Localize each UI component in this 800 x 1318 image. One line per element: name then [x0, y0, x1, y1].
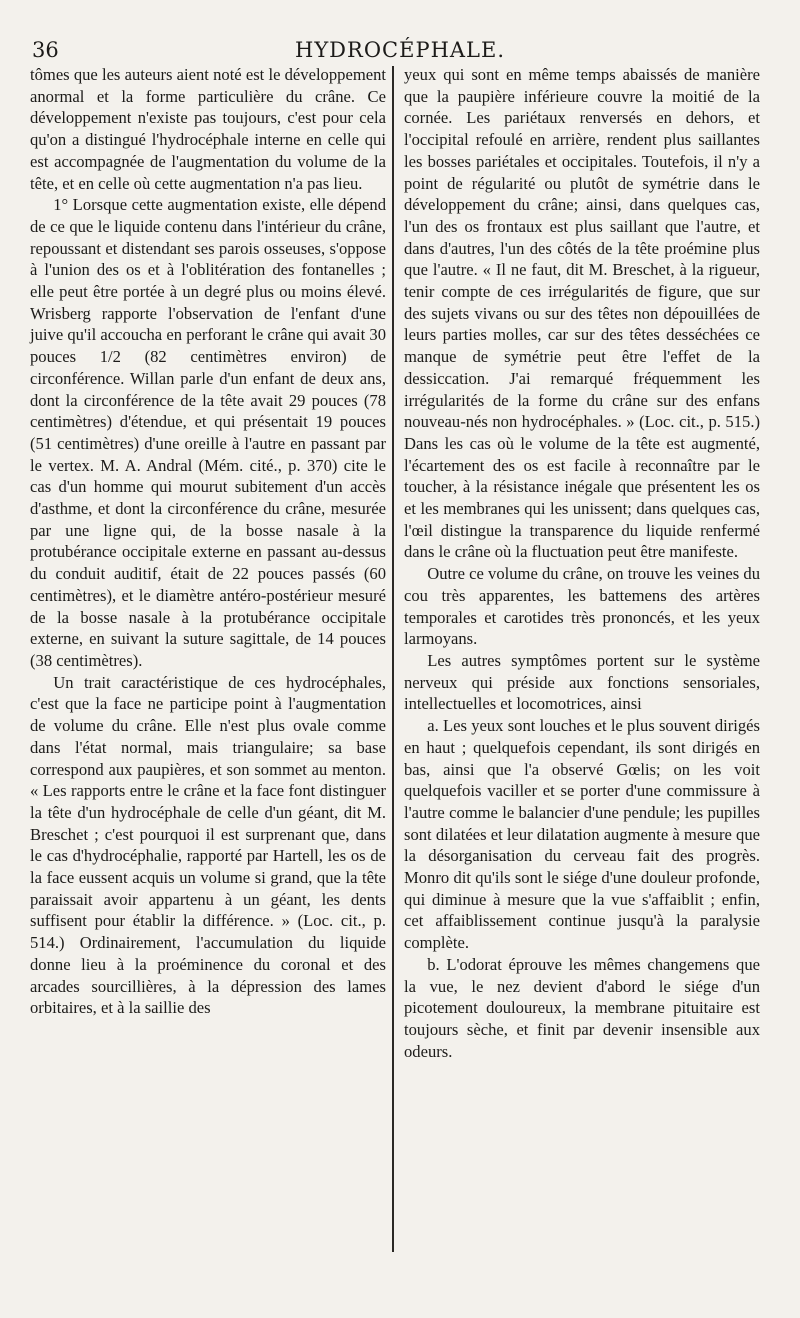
- running-title: HYDROCÉPHALE.: [295, 38, 505, 62]
- page-number: 36: [32, 38, 59, 62]
- paragraph: 1° Lorsque cette augmentation existe, elle dépend de ce que le liquide contenu dans l'intérieur du crâne, repoussant et distendant ses parois osseuses, s'oppose à l'union des os et à l'oblitération des fontanelles ; elle peut être portée à un degré plus ou moins élevé. Wrisberg rapporte l'observation de l'enfant d'une juive qu'il accoucha en perforant le crâne qui avait 30 pouces 1/2 (82 centimètres environ) de circonférence. Willan parle d'un enfant de deux ans, dont la circonférence de la tête avait 29 pouces (78 centimètres) d'étendue, et qui présentait 19 pouces (51 centimètres) d'une oreille à l'autre en passant par le vertex. M. A. Andral (Mém. cité., p. 370) cite le cas d'un homme qui mourut subitement d'un accès d'asthme, et dont la circonférence du crâne, mesurée par une ligne qui, de la bosse nasale à la protubérance occipitale externe en passant au-dessus du conduit auditif, était de 22 pouces passés (60 centimètres), et le diamètre antéro-postérieur mesuré de la bosse nasale à la protubérance occipitale externe, en suivant la suture sagittale, de 14 pouces (38 centimètres).: [30, 195, 386, 670]
- paragraph: a. Les yeux sont louches et le plus souvent dirigés en haut ; quelquefois cependant, ils sont dirigés en bas, ainsi que l'a observé Gœlis; on les voit quelquefois vaciller et se porter d'une commissure à l'autre comme le balancier d'une pendule; les pupilles sont dilatées et leur dilatation augmente à mesure que la désorganisation du cerveau fait des progrès. Monro dit qu'ils sont le siége d'une douleur profonde, qui diminue à mesure que la vue s'affaiblit ; enfin, cet affaiblissement continue jusqu'à la paralysie complète.: [404, 716, 760, 953]
- paragraph: Les autres symptômes portent sur le système nerveux qui préside aux fonctions sensoriales, intellectuelles et locomotrices, ainsi: [404, 650, 760, 714]
- paragraph: b. L'odorat éprouve les mêmes changemens que la vue, le nez devient d'abord le siége d'un picotement douloureux, la membrane pituitaire est toujours sèche, et finit par devenir insensible aux odeurs.: [404, 954, 760, 1061]
- paragraph: Un trait caractéristique de ces hydrocéphales, c'est que la face ne participe point à l'augmentation de volume du crâne. Elle n'est plus ovale comme dans l'état normal, mais triangulaire; sa base correspond aux paupières, et son sommet au menton. « Les rapports entre le crâne et la face font distinguer la tête d'un hydrocéphale de celle d'un géant, dit M. Breschet ; c'est pourquoi il est surprenant que, dans le cas d'hydrocéphalie, rapporté par Hartell, les os de la face eussent acquis un volume si grand, que la tête paraissait avoir appartenu à un géant, les dents suffisent pour établir la différence. » (Loc. cit., p. 514.) Ordinairement, l'accumulation du liquide donne lieu à la proéminence du coronal et des arcades sourcillières, à la dépression des lames orbitaires, et à la saillie des: [30, 672, 386, 1018]
- left-column: [30, 64, 386, 1019]
- column-divider: [392, 66, 394, 1252]
- paragraph: Outre ce volume du crâne, on trouve les veines du cou très apparentes, les battemens des artères temporales et carotides très prononcés, et les yeux larmoyans.: [404, 564, 760, 649]
- paragraph: tômes que les auteurs aient noté est le développement anormal et la forme particulière du crâne. Ce développement n'existe pas toujours, c'est pour cela qu'on a distingué l'hydrocéphale interne en celle qui est accompagnée de l'augmentation du volume de la tête, et en celle où cette augmentation n'a pas lieu.: [30, 65, 386, 193]
- page-header: [32, 36, 768, 66]
- right-column: [404, 64, 760, 1062]
- paragraph: yeux qui sont en même temps abaissés de manière que la paupière inférieure couvre la moitié de la cornée. Les pariétaux renversés en dehors, et l'occipital refoulé en arrière, rendent plus saillantes les bosses pariétales et occipitales. Toutefois, il n'y a point de régularité ou plutôt de symétrie dans le développement du crâne; ainsi, dans quelques cas, l'un des os frontaux est plus saillant que l'autre, et dans d'autres, l'un des côtés de la tête proémine plus que l'autre. « Il ne faut, dit M. Breschet, à la rigueur, tenir compte de ces irrégularités de figure, que sur des sujets vivans ou sur des têtes non dépouillées de leurs parties molles, car sur des têtes desséchées ce manque de symétrie peut être l'effet de la dessiccation. J'ai remarqué fréquemment les irrégularités de la forme du crâne sur des enfans nouveau-nés non hydrocéphales. » (Loc. cit., p. 515.) Dans les cas où le volume de la tête est augmenté, l'écartement des os est facile à reconnaître par le toucher, à la résistance inégale que présentent les os et les membranes qui les unissent; dans quelques cas, l'œil distingue la transparence du liquide renfermé dans le crâne où la fluctuation peut être manifeste.: [404, 65, 760, 562]
